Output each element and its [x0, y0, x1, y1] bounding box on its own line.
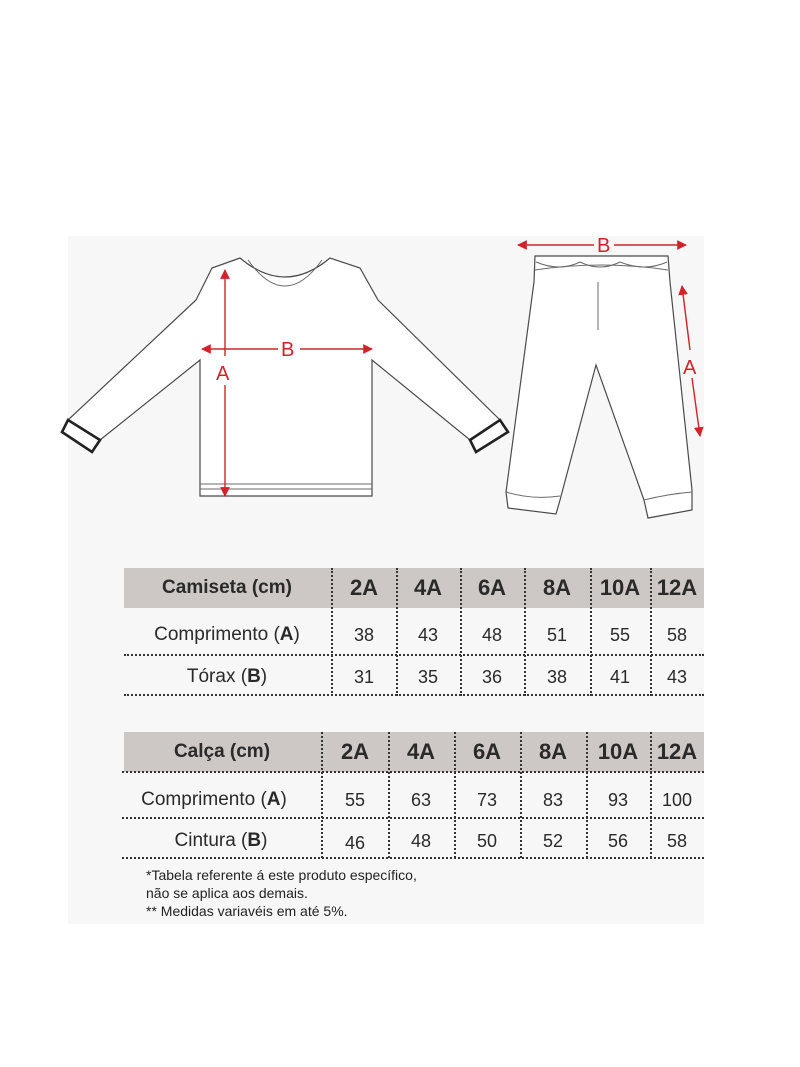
column-divider	[524, 568, 526, 696]
table-cell: 55	[344, 789, 366, 810]
table-cell: 50	[476, 830, 498, 851]
pants-row-length-label: Comprimento ( A )	[141, 789, 287, 810]
pants-row-waist-label: Cintura ( B )	[174, 830, 268, 851]
table-cell: 36	[481, 666, 503, 687]
column-divider	[388, 732, 390, 858]
pants-drawing	[506, 235, 700, 518]
column-divider	[454, 732, 456, 858]
pants-size-4a: 4A	[406, 739, 436, 764]
shirt-size-8a: 8A	[542, 575, 572, 600]
table-cell: 58	[666, 624, 688, 645]
table-cell: 43	[417, 624, 439, 645]
table-cell: 93	[607, 789, 629, 810]
pants-size-12a: 12A	[656, 739, 698, 764]
column-divider	[650, 732, 652, 858]
table-cell: 52	[542, 830, 564, 851]
column-divider	[586, 732, 588, 858]
shirt-length-label: A	[216, 363, 230, 385]
table-cell: 83	[542, 789, 564, 810]
table-cell: 43	[666, 666, 688, 687]
table-cell: 100	[661, 789, 693, 810]
shirt-row-chest-label: Tórax ( B )	[186, 666, 268, 687]
column-divider	[321, 732, 323, 858]
column-divider	[590, 568, 592, 696]
table-cell: 58	[666, 830, 688, 851]
table-cell: 41	[609, 666, 631, 687]
shirt-size-10a: 10A	[599, 575, 641, 600]
pants-size-8a: 8A	[538, 739, 568, 764]
shirt-size-12a: 12A	[656, 575, 698, 600]
table-cell: 73	[476, 789, 498, 810]
column-divider	[396, 568, 398, 696]
shirt-table-title: Camiseta (cm)	[162, 577, 292, 598]
shirt-size-6a: 6A	[477, 575, 507, 600]
table-cell: 48	[481, 624, 503, 645]
shirt-size-2a: 2A	[349, 575, 379, 600]
pants-table-title: Calça (cm)	[173, 741, 271, 762]
column-divider	[460, 568, 462, 696]
row-divider	[122, 857, 704, 859]
row-divider	[122, 817, 704, 819]
table-cell: 38	[353, 624, 375, 645]
table-cell: 38	[546, 666, 568, 687]
table-cell: 55	[609, 624, 631, 645]
table-cell: 56	[607, 830, 629, 851]
table-cell: 48	[410, 830, 432, 851]
pants-size-2a: 2A	[340, 739, 370, 764]
shirt-size-4a: 4A	[413, 575, 443, 600]
row-divider	[124, 654, 704, 656]
footnote-table-specific: *Tabela referente á este produto específico,	[146, 867, 417, 883]
column-divider	[331, 568, 333, 696]
pants-waist-label: B	[597, 235, 611, 257]
shirt-chest-label: B	[281, 339, 295, 361]
pants-size-6a: 6A	[472, 739, 502, 764]
footnote-not-applicable: não se aplica aos demais.	[146, 885, 308, 901]
table-cell: 63	[410, 789, 432, 810]
pants-length-label: A	[683, 357, 697, 379]
row-divider	[122, 771, 704, 773]
table-cell: 35	[417, 666, 439, 687]
footnote-variation: ** Medidas variavéis em até 5%.	[146, 903, 348, 919]
row-divider	[124, 694, 704, 696]
table-cell: 46	[344, 832, 366, 853]
column-divider	[650, 568, 652, 696]
table-cell: 51	[546, 624, 568, 645]
shirt-drawing	[62, 258, 508, 496]
column-divider	[520, 732, 522, 858]
table-cell: 31	[353, 666, 375, 687]
pants-size-10a: 10A	[597, 739, 639, 764]
shirt-row-length-label: Comprimento ( A )	[154, 624, 300, 645]
